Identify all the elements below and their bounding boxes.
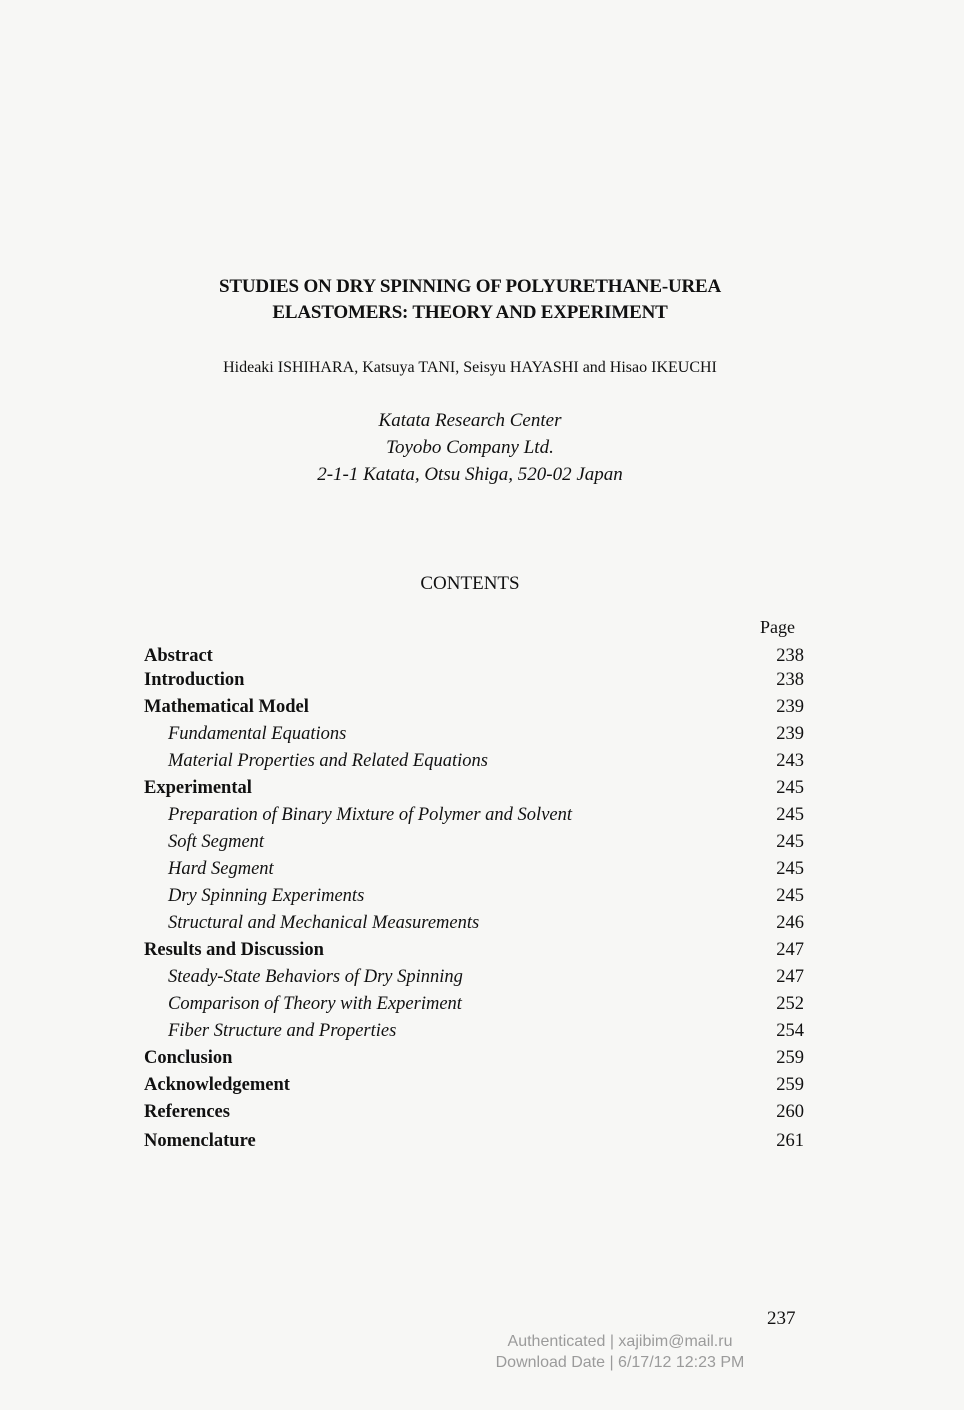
watermark-authenticated: Authenticated | xajibim@mail.ru	[507, 1333, 733, 1350]
toc-entry-page: 238	[776, 646, 804, 666]
toc-entry-page: 247	[776, 940, 804, 960]
page-column-label: Page	[760, 617, 795, 637]
affiliation-line-2: Toyobo Company Ltd.	[386, 437, 554, 458]
toc-entry-page: 243	[776, 751, 804, 771]
toc-entry-title: Nomenclature	[144, 1131, 256, 1151]
affiliation-line-1: Katata Research Center	[378, 410, 562, 431]
toc-entry-page: 245	[776, 859, 804, 879]
toc-entry	[144, 1128, 804, 1154]
toc-entry-title: Dry Spinning Experiments	[168, 886, 365, 906]
toc-entry-page: 246	[776, 913, 804, 933]
toc-entry	[144, 829, 804, 855]
toc-entry-title: Comparison of Theory with Experiment	[168, 994, 462, 1014]
toc-entry-page: 239	[776, 724, 804, 744]
contents-heading: CONTENTS	[420, 573, 520, 594]
toc-entry	[144, 1099, 804, 1125]
toc-entry	[144, 667, 804, 693]
toc-entry	[144, 1045, 804, 1071]
toc-entry-page: 245	[776, 832, 804, 852]
toc-entry	[144, 964, 804, 990]
toc-entry	[144, 883, 804, 909]
toc-entry	[144, 991, 804, 1017]
toc-entry-title: Preparation of Binary Mixture of Polymer and Solvent	[168, 805, 573, 825]
toc-entry-title: Fiber Structure and Properties	[168, 1021, 397, 1041]
paper-title-line-2: ELASTOMERS: THEORY AND EXPERIMENT	[272, 302, 668, 323]
toc-entry	[144, 643, 804, 669]
toc-entry-title: Acknowledgement	[144, 1075, 290, 1095]
toc-entry	[144, 1018, 804, 1044]
toc-entry-page: 261	[776, 1131, 804, 1151]
paper-title-line-1: STUDIES ON DRY SPINNING OF POLYURETHANE-UREA	[218, 276, 722, 297]
toc-entry-title: Soft Segment	[168, 832, 265, 852]
toc-entry-title: Steady-State Behaviors of Dry Spinning	[168, 967, 463, 987]
toc-entry-title: Hard Segment	[168, 859, 274, 879]
toc-entry-title: Mathematical Model	[144, 697, 309, 717]
toc-entry	[144, 856, 804, 882]
toc-entry-page: 245	[776, 778, 804, 798]
toc-entry-page: 239	[776, 697, 804, 717]
toc-entry	[144, 910, 804, 936]
affiliation-line-3: 2-1-1 Katata, Otsu Shiga, 520-02 Japan	[317, 464, 623, 485]
toc-entry-title: Abstract	[144, 646, 213, 666]
toc-entry-page: 254	[776, 1021, 804, 1041]
toc-entry-page: 259	[776, 1075, 804, 1095]
toc-entry	[144, 775, 804, 801]
toc-entry-title: Structural and Mechanical Measurements	[168, 913, 480, 933]
toc-entry	[144, 802, 804, 828]
toc-entry	[144, 937, 804, 963]
toc-entry-title: Material Properties and Related Equations	[168, 751, 488, 771]
authors: Hideaki ISHIHARA, Katsuya TANI, Seisyu HAYASHI and Hisao IKEUCHI	[223, 359, 717, 376]
toc-entry-title: Introduction	[144, 670, 245, 690]
toc-entry-page: 245	[776, 886, 804, 906]
toc-entry-page: 245	[776, 805, 804, 825]
toc-entry	[144, 748, 804, 774]
toc-entry-page: 259	[776, 1048, 804, 1068]
toc-entry-title: Results and Discussion	[144, 940, 324, 960]
toc-entry	[144, 721, 804, 747]
toc-entry-title: References	[144, 1102, 230, 1122]
toc-entry-title: Fundamental Equations	[168, 724, 347, 744]
toc-entry	[144, 1072, 804, 1098]
toc-entry-page: 260	[776, 1102, 804, 1122]
toc-entry-page: 238	[776, 670, 804, 690]
toc-entry-page: 252	[776, 994, 804, 1014]
toc-entry-title: Experimental	[144, 778, 252, 798]
toc-entry	[144, 694, 804, 720]
page-number: 237	[767, 1308, 796, 1329]
toc-entry-page: 247	[776, 967, 804, 987]
toc-entry-title: Conclusion	[144, 1048, 233, 1068]
watermark-download-date: Download Date | 6/17/12 12:23 PM	[495, 1354, 745, 1371]
